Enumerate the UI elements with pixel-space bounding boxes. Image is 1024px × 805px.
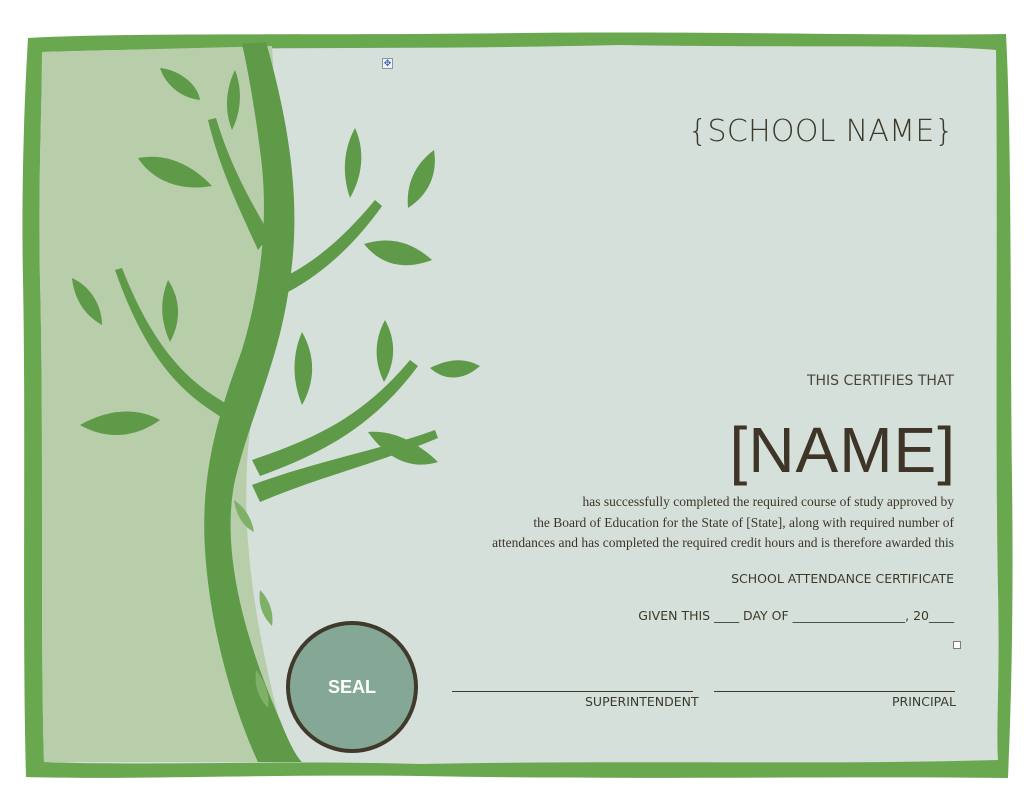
body-line: attendances and has completed the required credit hours and is therefore awarded this: [492, 535, 954, 550]
principal-signature-line: [714, 691, 955, 692]
move-arrows-icon[interactable]: ✥: [383, 58, 392, 68]
seal-label: SEAL: [327, 677, 376, 697]
resize-handle-icon[interactable]: [953, 641, 961, 649]
recipient-name: [NAME]: [729, 414, 956, 486]
seal-badge: [286, 621, 418, 753]
given-date-line: GIVEN THIS ____ DAY OF __________________, 20____: [638, 608, 954, 623]
superintendent-signature-line: [452, 691, 693, 692]
certificate-body: [394, 492, 954, 554]
principal-label: PRINCIPAL: [892, 694, 956, 709]
body-line: the Board of Education for the State of [State], along with required number of: [533, 514, 954, 530]
superintendent-label: SUPERINTENDENT: [585, 694, 699, 709]
certifies-text: THIS CERTIFIES THAT: [806, 373, 954, 389]
body-line: has successfully completed the required course of study approved by: [582, 494, 954, 509]
school-name: {SCHOOL NAME}: [688, 114, 954, 149]
award-title: SCHOOL ATTENDANCE CERTIFICATE: [731, 571, 954, 586]
